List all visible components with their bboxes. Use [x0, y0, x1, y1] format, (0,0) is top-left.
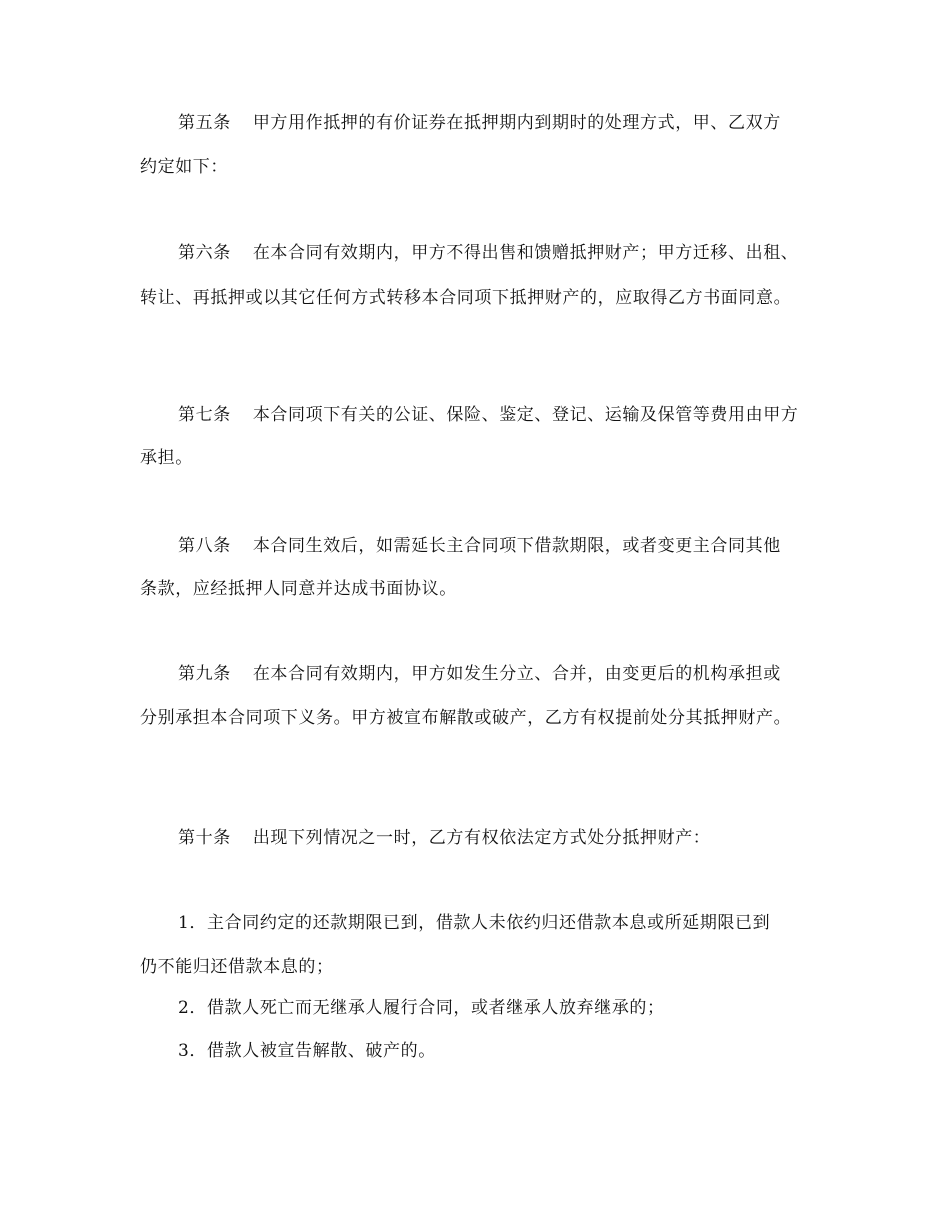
article-9-continuation: 分别承担本合同项下义务。甲方被宣布解散或破产，乙方有权提前处分其抵押财产。 [140, 708, 792, 728]
article-8-heading: 第八条 [178, 536, 231, 556]
list-item-3-text: 借款人被宣告解散、破产的。 [207, 1041, 436, 1061]
list-item-1-number: 1． [178, 913, 208, 933]
article-5-first-line [178, 111, 830, 135]
article-10-heading: 第十条 [178, 828, 231, 848]
list-item-3 [178, 1039, 830, 1063]
article-6-heading: 第六条 [178, 243, 231, 263]
list-item-2-number: 2． [178, 998, 208, 1018]
article-8-first-line [178, 534, 830, 558]
article-7-text: 本合同项下有关的公证、保险、鉴定、登记、运输及保管等费用由甲方 [252, 405, 799, 425]
list-item-1-text: 主合同约定的还款期限已到，借款人未依约归还借款本息或所延期限已到 [207, 913, 771, 933]
article-5-text: 甲方用作抵押的有价证券在抵押期内到期时的处理方式，甲、乙双方 [252, 113, 781, 133]
article-5-continuation: 约定如下： [140, 157, 228, 177]
article-10-first-line [178, 826, 830, 850]
article-7-heading: 第七条 [178, 405, 231, 425]
article-6-text: 在本合同有效期内，甲方不得出售和馈赠抵押财产；甲方迁移、出租、 [252, 243, 799, 263]
list-item-2-text: 借款人死亡而无继承人履行合同，或者继承人放弃继承的； [207, 998, 665, 1018]
article-8-text: 本合同生效后，如需延长主合同项下借款期限，或者变更主合同其他 [252, 536, 781, 556]
article-5-heading: 第五条 [178, 113, 231, 133]
article-7-continuation: 承担。 [140, 448, 193, 468]
list-item-1-first-line [178, 911, 830, 935]
article-7-first-line [178, 403, 830, 427]
article-8-continuation: 条款，应经抵押人同意并达成书面协议。 [140, 579, 457, 599]
article-6-continuation: 转让、再抵押或以其它任何方式转移本合同项下抵押财产的，应取得乙方书面同意。 [140, 288, 792, 308]
article-9-heading: 第九条 [178, 664, 231, 684]
article-9-first-line [178, 662, 830, 686]
article-9-text: 在本合同有效期内，甲方如发生分立、合并，由变更后的机构承担或 [252, 664, 781, 684]
article-6-first-line [178, 241, 830, 265]
list-item-3-number: 3． [178, 1041, 208, 1061]
article-10-text: 出现下列情况之一时，乙方有权依法定方式处分抵押财产： [252, 828, 711, 848]
list-item-2 [178, 996, 830, 1020]
list-item-1-continuation: 仍不能归还借款本息的； [140, 957, 334, 977]
